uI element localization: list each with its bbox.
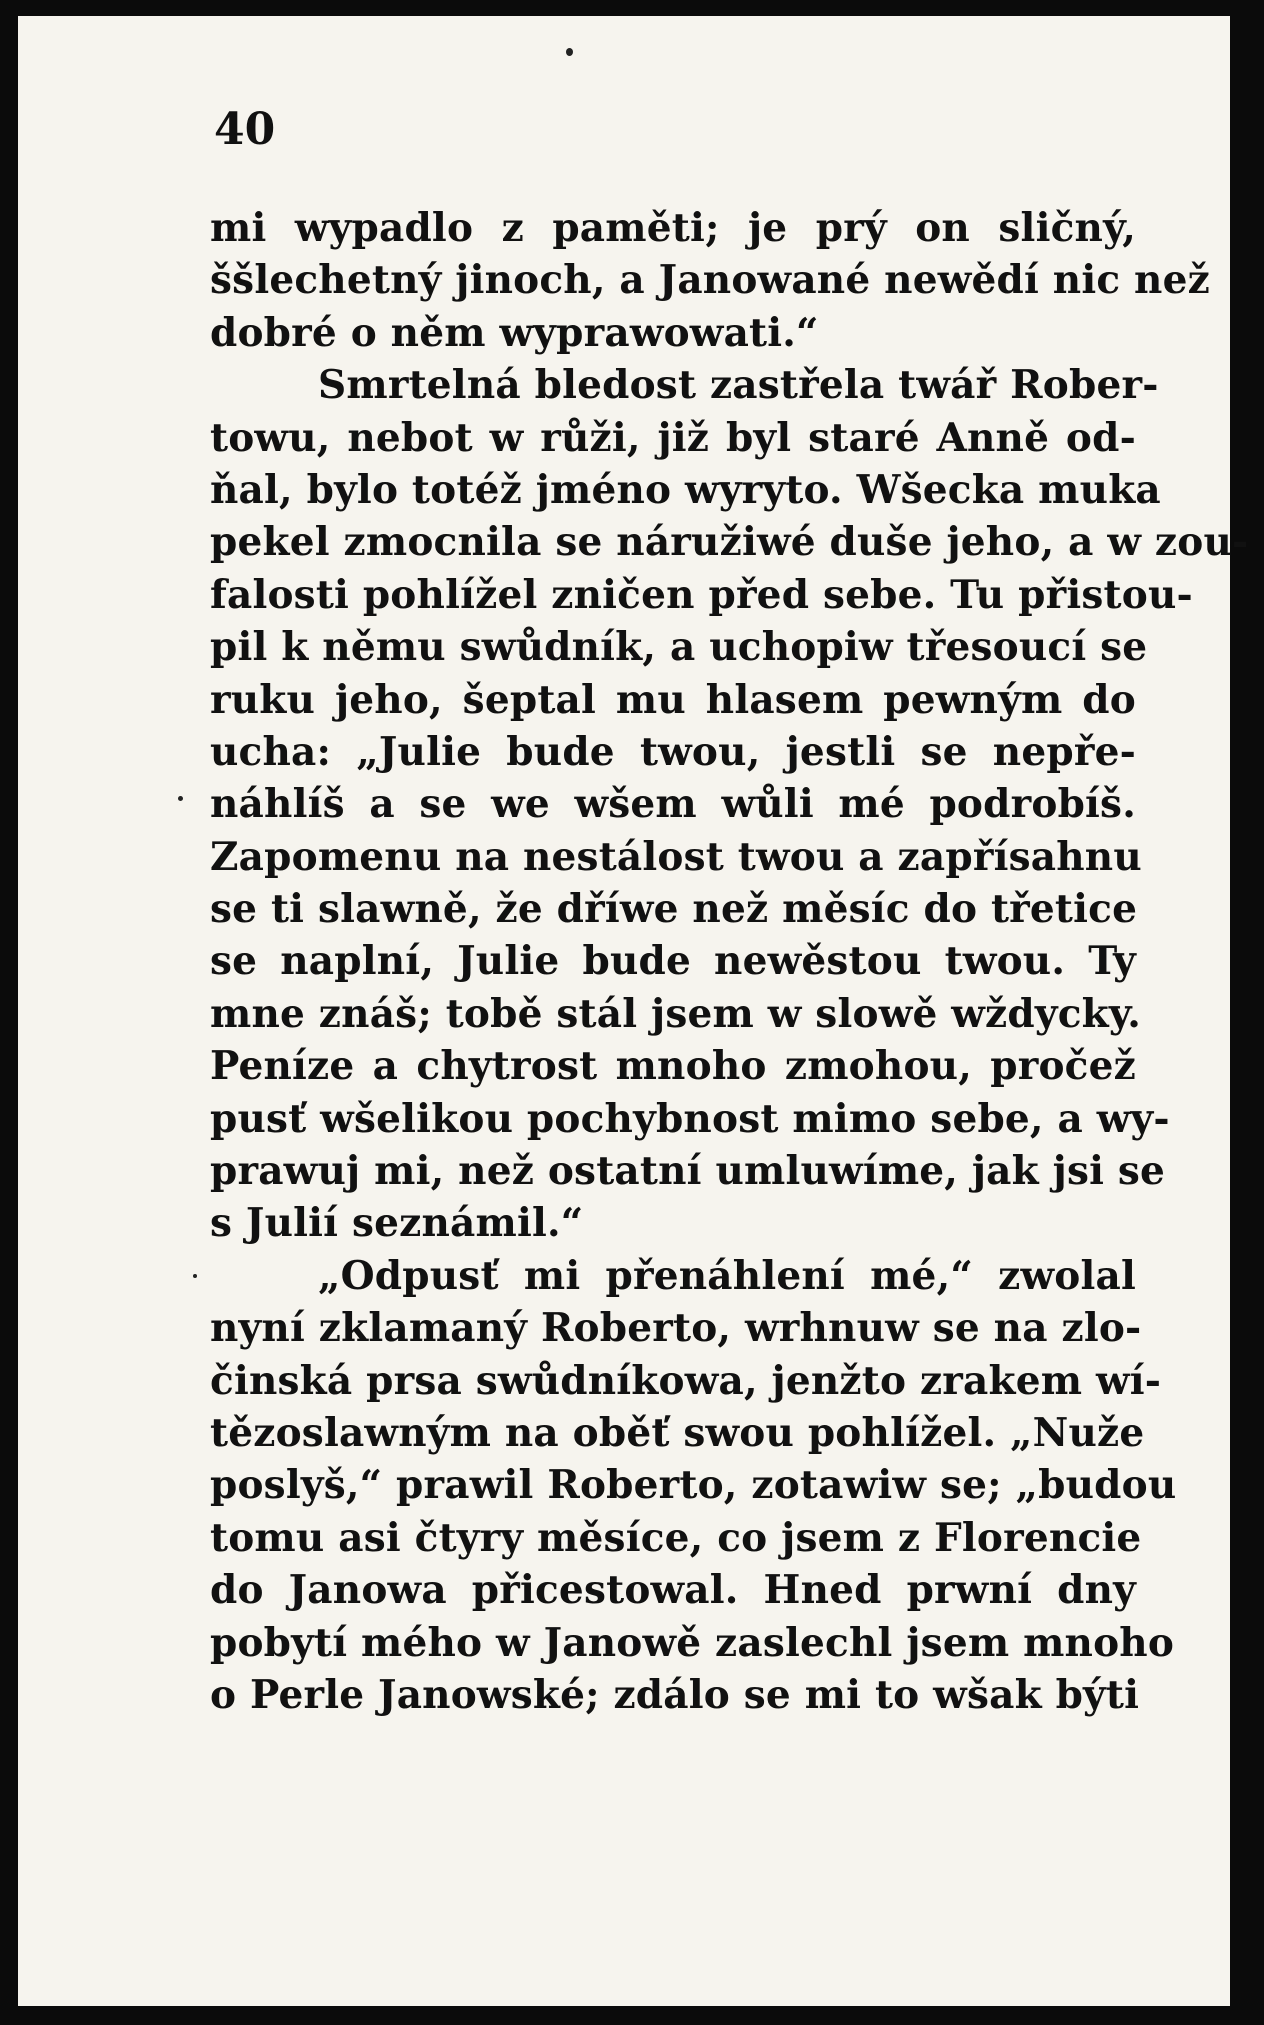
- text-line: mne znáš; tobě stál jsem w slowě wždycky.: [210, 990, 1142, 1037]
- text-line: towu, nebot w růži, již byl staré Anně od-: [210, 414, 1136, 461]
- text-line: „Odpusť mi přenáhlení mé,“ zwolal: [318, 1252, 1136, 1299]
- text-line: s Julií seznámil.“: [210, 1200, 584, 1247]
- text-line: pusť wšelikou pochybnost mimo sebe, a wy-: [210, 1095, 1170, 1142]
- ink-speck: [193, 1274, 197, 1278]
- book-page: [18, 16, 1249, 2006]
- text-line: se ti slawně, že dříwe než měsíc do třetice: [210, 886, 1138, 933]
- text-line: Peníze a chytrost mnoho zmohou, pročež: [210, 1043, 1136, 1090]
- text-line: náhlíš a se we wšem wůli mé podrobíš.: [210, 781, 1136, 828]
- text-line: pil k němu swůdník, a uchopiw třesoucí se: [210, 624, 1148, 671]
- ink-speck: [178, 796, 183, 801]
- text-line: nyní zklamaný Roberto, wrhnuw se na zlo-: [210, 1305, 1142, 1352]
- text-line: činská prsa swůdníkowa, jenžto zrakem wí-: [210, 1357, 1162, 1404]
- text-line: ruku jeho, šeptal mu hlasem pewným do: [210, 676, 1136, 723]
- text-line: mi wypadlo z paměti; je prý on sličný,: [210, 205, 1136, 251]
- text-line: prawuj mi, než ostatní umluwíme, jak jsi se: [210, 1148, 1166, 1195]
- body-text: [210, 202, 1249, 1721]
- text-line: tomu asi čtyry měsíce, co jsem z Florencie: [210, 1514, 1142, 1561]
- text-line: ňal, bylo totéž jméno wyryto. Wšecka muka: [210, 466, 1161, 513]
- text-line: pobytí mého w Janowě zaslechl jsem mnoho: [210, 1619, 1175, 1666]
- text-line: poslyš,“ prawil Roberto, zotawiw se; „budou: [210, 1462, 1177, 1509]
- text-line: tězoslawným na oběť swou pohlížel. „Nuže: [210, 1409, 1145, 1456]
- text-line: dobré o něm wyprawowati.“: [210, 309, 819, 356]
- ink-speck: [566, 48, 573, 56]
- text-line: Zapomenu na nestálost twou a zapřísahnu: [210, 833, 1142, 880]
- text-line: falosti pohlížel zničen před sebe. Tu přistou-: [210, 571, 1193, 618]
- text-line: o Perle Janowské; zdálo se mi to wšak býti: [210, 1671, 1140, 1718]
- page-number: 40: [214, 104, 276, 155]
- text-line: ššlechetný jinoch, a Janowané newědí nic než: [210, 257, 1210, 304]
- text-line: do Janowa přicestowal. Hned prwní dny: [210, 1567, 1136, 1614]
- text-line: pekel zmocnila se náružiwé duše jeho, a w zou-: [210, 519, 1249, 566]
- text-line: se naplní, Julie bude newěstou twou. Ty: [210, 938, 1136, 985]
- text-line: Smrtelná bledost zastřela twář Rober-: [318, 362, 1159, 409]
- text-line: ucha: „Julie bude twou, jestli se nepře-: [210, 728, 1136, 775]
